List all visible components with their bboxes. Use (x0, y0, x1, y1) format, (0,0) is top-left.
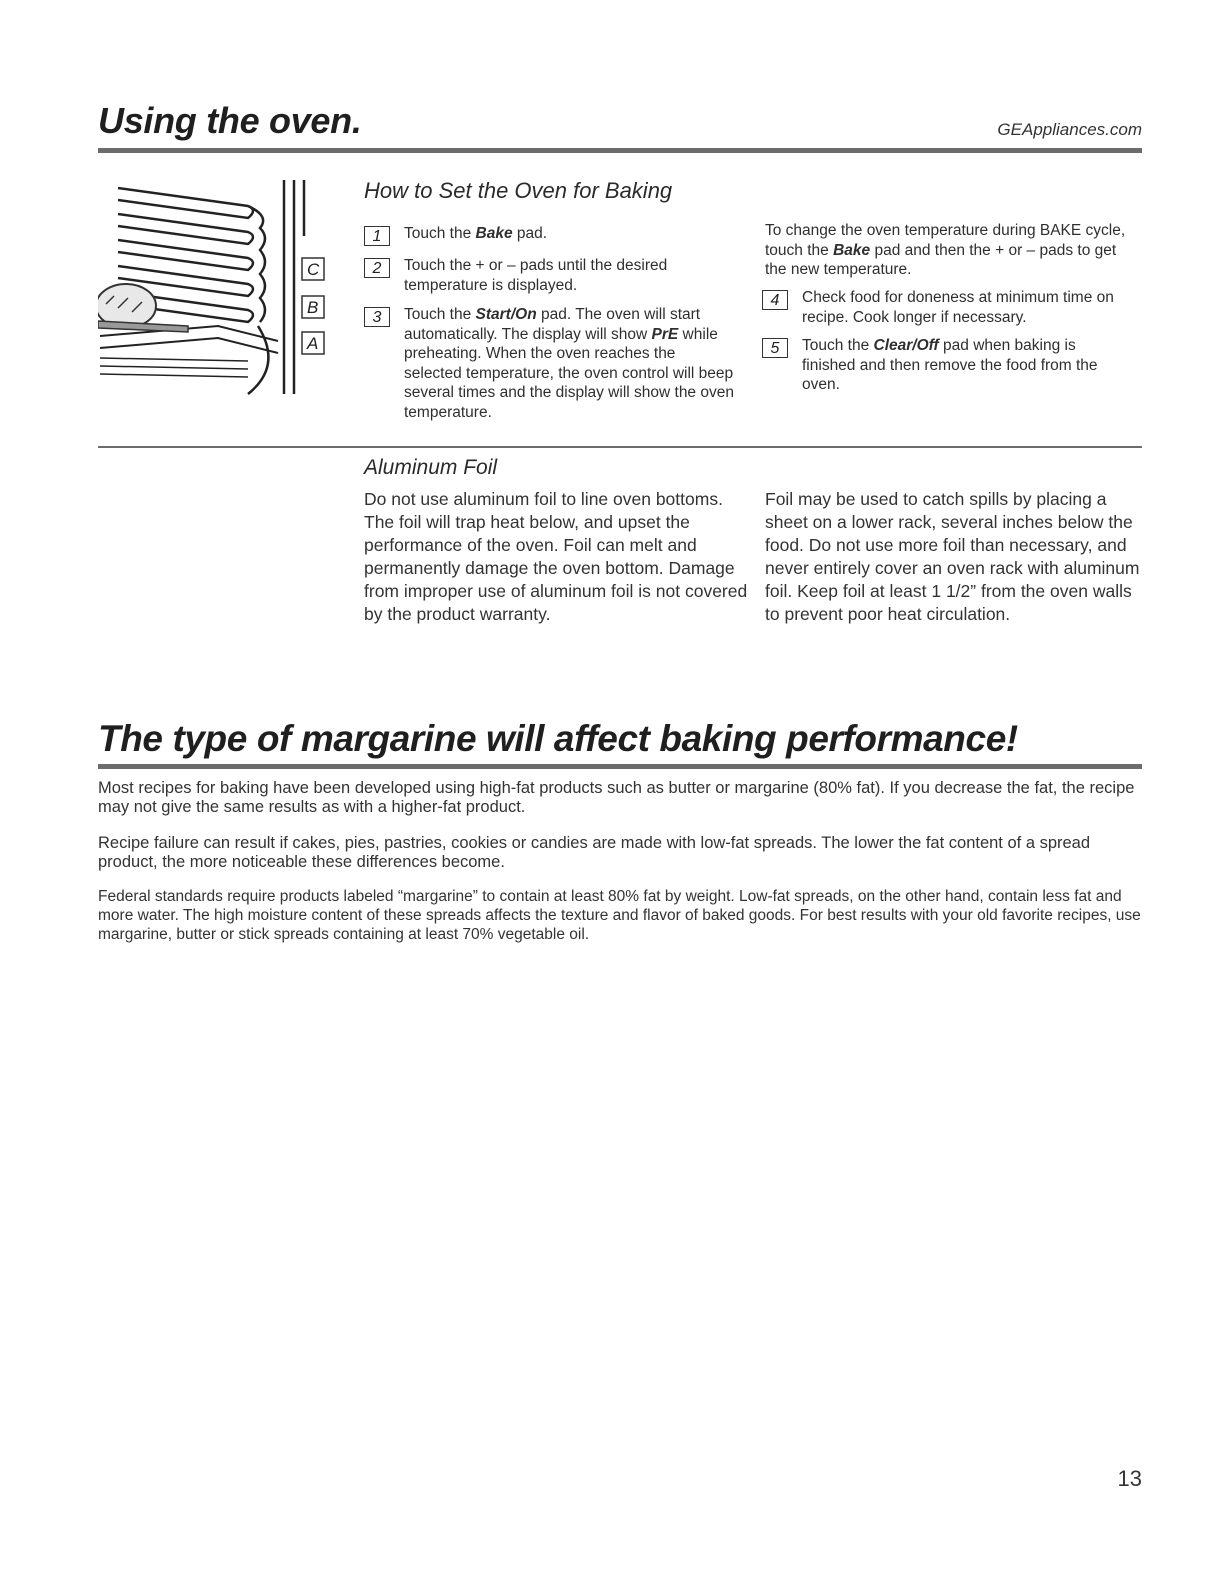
clear-off-pad-label: Clear/Off (873, 337, 939, 354)
section-divider (98, 446, 1142, 448)
rack-line (118, 214, 253, 244)
bake-pad-label: Bake (833, 241, 871, 259)
step-number: 1 (364, 226, 390, 246)
temperature-change-note: To change the oven temperature during BAKE cycle, touch the Bake pad and then the + or – pads to get the new temperature. (765, 222, 1126, 278)
foil-paragraph-left: Do not use aluminum foil to line oven bottoms. The foil will trap heat below, and upset the performance of the oven. Foil can melt and permanently damage the oven bottom. Damage from improper use of aluminum foil is not covered by the product warranty. (364, 489, 748, 624)
rack-position-label: A (307, 334, 319, 353)
step-3: 3 Touch the Start/On pad. The oven will start automatically. The display will show PrE while preheating. When the oven reaches the selected temperature, the oven control will beep several times and the display will show the oven temperature. (364, 305, 744, 422)
step-number: 2 (364, 258, 390, 278)
rack-position-label: B (307, 298, 319, 317)
step-text: Check food for doneness at minimum time on recipe. Cook longer if necessary. (802, 289, 1114, 326)
page-number: 13 (1117, 1466, 1142, 1491)
step-number: 3 (364, 307, 390, 327)
margarine-title: The type of margarine will affect baking performance! (98, 718, 1018, 759)
rack-position-label: C (307, 260, 320, 279)
step-5: 5 Touch the Clear/Off pad when baking is finished and then remove the food from the oven. (762, 336, 1142, 395)
page-title: Using the oven. (98, 100, 362, 141)
step-1: 1 Touch the Bake pad. (364, 224, 744, 244)
step-number: 4 (762, 290, 788, 310)
start-on-pad-label: Start/On (475, 306, 537, 323)
oven-rack-illustration (98, 176, 348, 406)
pre-display-label: PrE (651, 325, 679, 343)
baking-heading: How to Set the Oven for Baking (364, 178, 673, 203)
step-text: Touch the + or – pads until the desired temperature is displayed. (404, 257, 668, 294)
step-number: 5 (762, 338, 788, 358)
rack-line (118, 188, 253, 218)
step-4 (762, 288, 1142, 327)
margarine-divider (98, 764, 1142, 769)
step-2 (364, 256, 744, 295)
margarine-paragraph: Recipe failure can result if cakes, pies, pastries, cookies or candies are made with low-fat spreads. The lower the fat content of a spread product, the more noticeable these differences become. (98, 834, 1091, 871)
foil-heading: Aluminum Foil (364, 456, 498, 479)
header-divider (98, 148, 1142, 153)
foil-paragraph-right: Foil may be used to catch spills by placing a sheet on a lower rack, several inches below the food. Do not use more foil than necessary, and never entirely cover an oven rack with aluminum foil. Keep foil at least 1 1/2” from the oven walls to prevent poor heat circulation. (765, 489, 1140, 624)
bake-pad-label: Bake (475, 225, 513, 242)
site-url: GEAppliances.com (997, 120, 1142, 139)
margarine-paragraph: Federal standards require products labeled “margarine” to contain at least 80% fat by weight. Low-fat spreads, on the other hand, contain less fat and more water. The high moisture content of these spreads affects the texture and flavor of baked goods. For best results with your old favorite recipes, use margarine, butter or stick spreads containing at least 70% vegetable oil. (98, 888, 1141, 943)
rack-line (118, 240, 253, 270)
margarine-paragraph: Most recipes for baking have been developed using high-fat products such as butter or margarine (80% fat). If you decrease the fat, the recipe may not give the same results as with a higher-fat product. (98, 779, 1135, 816)
